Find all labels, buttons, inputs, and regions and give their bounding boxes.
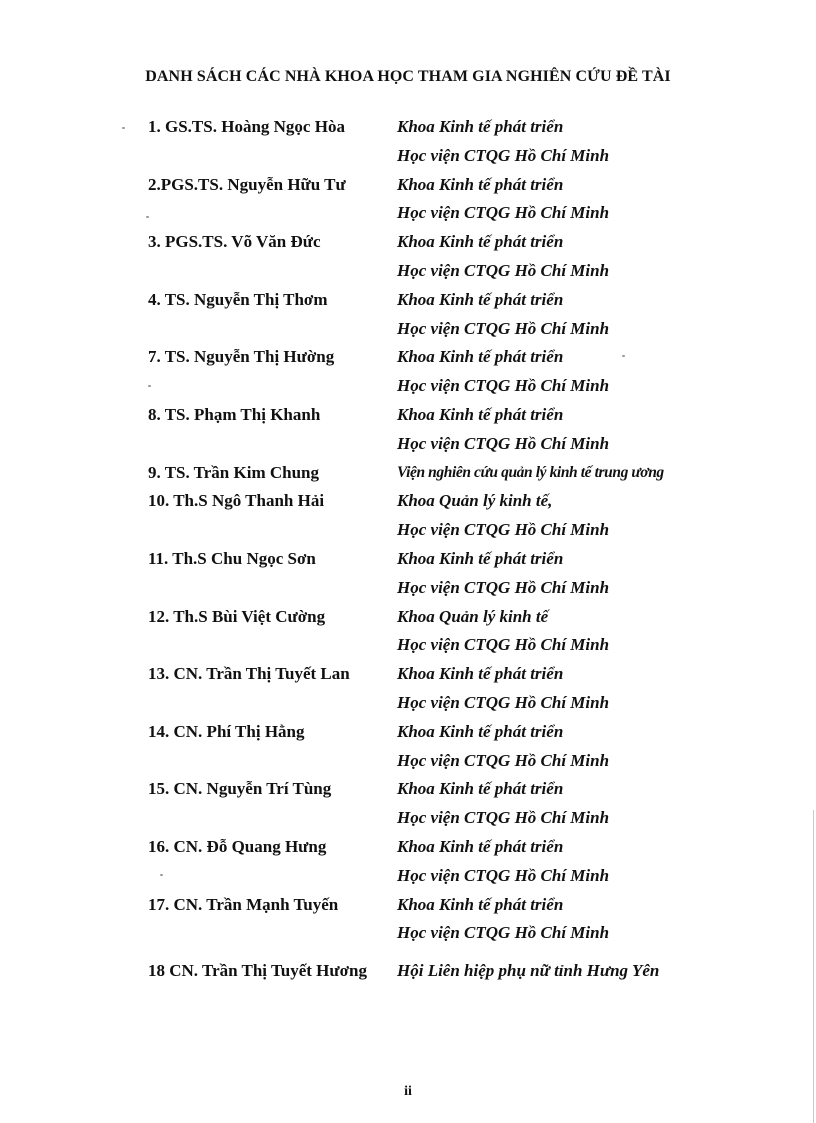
affiliation-line: Học viện CTQG Hồ Chí Minh <box>397 923 610 943</box>
member-entry <box>148 718 748 776</box>
member-name: 16. CN. Đỗ Quang Hưng <box>148 836 327 856</box>
affiliation-line: Hội Liên hiệp phụ nữ tỉnh Hưng Yên <box>397 961 660 981</box>
affiliation-line: Học viện CTQG Hồ Chí Minh <box>397 750 610 770</box>
affiliation-line: Khoa Kinh tế phát triển <box>397 664 564 684</box>
affiliation-line: Khoa Kinh tế phát triển <box>397 779 564 799</box>
scan-speck <box>122 127 125 129</box>
member-name: 7. TS. Nguyễn Thị Hường <box>148 347 335 367</box>
scan-speck <box>160 874 163 876</box>
affiliation-line: Học viện CTQG Hồ Chí Minh <box>397 145 610 165</box>
member-affiliation <box>397 343 609 401</box>
member-entry <box>148 545 748 603</box>
member-affiliation <box>397 401 609 459</box>
member-name: 13. CN. Trần Thị Tuyết Lan <box>148 664 350 684</box>
affiliation-line: Khoa Kinh tế phát triển <box>397 174 564 194</box>
affiliation-line: Khoa Kinh tế phát triển <box>397 232 564 252</box>
affiliation-line: Khoa Quản lý kinh tế <box>397 606 549 626</box>
member-affiliation <box>397 545 609 603</box>
member-entry <box>148 487 748 545</box>
affiliation-line: Học viện CTQG Hồ Chí Minh <box>397 260 610 280</box>
member-entry <box>148 891 748 949</box>
member-name: 1. GS.TS. Hoàng Ngọc Hòa <box>148 117 345 136</box>
member-name: 18 CN. Trần Thị Tuyết Hương <box>148 961 367 981</box>
affiliation-line: Khoa Kinh tế phát triển <box>397 894 564 914</box>
member-name: 3. PGS.TS. Võ Văn Đức <box>148 232 321 252</box>
member-affiliation <box>397 957 659 986</box>
member-name: 2.PGS.TS. Nguyễn Hữu Tư <box>148 174 346 194</box>
member-name: 15. CN. Nguyễn Trí Tùng <box>148 779 332 799</box>
member-name: 12. Th.S Bùi Việt Cường <box>148 606 326 626</box>
affiliation-line: Khoa Quản lý kinh tế, <box>397 491 553 511</box>
affiliation-line: Học viện CTQG Hồ Chí Minh <box>397 635 610 655</box>
member-entry <box>148 113 748 171</box>
affiliation-line: Khoa Kinh tế phát triển <box>397 548 564 568</box>
member-affiliation <box>397 487 609 545</box>
member-affiliation <box>397 459 664 488</box>
affiliation-line: Học viện CTQG Hồ Chí Minh <box>397 203 610 223</box>
member-entry <box>148 228 748 286</box>
member-affiliation <box>397 775 609 833</box>
member-name: 8. TS. Phạm Thị Khanh <box>148 404 321 424</box>
affiliation-line: Khoa Kinh tế phát triển <box>397 836 564 856</box>
member-entry <box>148 459 748 488</box>
member-affiliation <box>397 228 609 286</box>
affiliation-line: Học viện CTQG Hồ Chí Minh <box>397 865 610 885</box>
member-list <box>148 113 748 986</box>
affiliation-line: Khoa Kinh tế phát triển <box>397 289 564 309</box>
affiliation-line: Học viện CTQG Hồ Chí Minh <box>397 433 610 453</box>
member-name: 11. Th.S Chu Ngọc Sơn <box>148 548 316 568</box>
scan-speck <box>148 385 151 387</box>
page-number: ii <box>404 1084 412 1099</box>
member-affiliation <box>397 891 609 949</box>
member-entry <box>148 603 748 661</box>
affiliation-line: Học viện CTQG Hồ Chí Minh <box>397 520 610 540</box>
member-entry <box>148 401 748 459</box>
member-affiliation <box>397 833 609 891</box>
affiliation-line: Khoa Kinh tế phát triển <box>397 404 564 424</box>
affiliation-line: Khoa Kinh tế phát triển <box>397 347 564 367</box>
member-affiliation <box>397 286 609 344</box>
affiliation-line: Học viện CTQG Hồ Chí Minh <box>397 577 610 597</box>
member-entry <box>148 171 748 229</box>
affiliation-line: Học viện CTQG Hồ Chí Minh <box>397 692 610 712</box>
member-name: 4. TS. Nguyễn Thị Thơm <box>148 289 328 309</box>
member-affiliation <box>397 660 609 718</box>
scan-speck <box>622 355 625 357</box>
member-entry <box>148 343 748 401</box>
scan-edge-line <box>813 810 814 1123</box>
affiliation-line: Học viện CTQG Hồ Chí Minh <box>397 318 610 338</box>
member-affiliation <box>397 718 609 776</box>
member-affiliation <box>397 603 609 661</box>
member-entry <box>148 833 748 891</box>
member-name: 14. CN. Phí Thị Hằng <box>148 721 305 741</box>
member-name: 17. CN. Trần Mạnh Tuyến <box>148 894 339 914</box>
member-entry <box>148 775 748 833</box>
affiliation-line: Khoa Kinh tế phát triển <box>397 117 564 136</box>
member-entry <box>148 660 748 718</box>
affiliation-line: Khoa Kinh tế phát triển <box>397 721 564 741</box>
affiliation-line: Viện nghiên cứu quản lý kinh tế trung ương <box>397 463 664 481</box>
member-name: 9. TS. Trần Kim Chung <box>148 462 320 482</box>
document-title: DANH SÁCH CÁC NHÀ KHOA HỌC THAM GIA NGHIÊN CỨU ĐỀ TÀI <box>145 68 671 85</box>
member-entry <box>148 286 748 344</box>
member-entry <box>148 957 748 986</box>
affiliation-line: Học viện CTQG Hồ Chí Minh <box>397 808 610 828</box>
scan-speck <box>146 216 149 218</box>
member-affiliation <box>397 171 609 229</box>
affiliation-line: Học viện CTQG Hồ Chí Minh <box>397 376 610 396</box>
member-name: 10. Th.S Ngô Thanh Hải <box>148 491 325 511</box>
member-affiliation <box>397 113 609 171</box>
